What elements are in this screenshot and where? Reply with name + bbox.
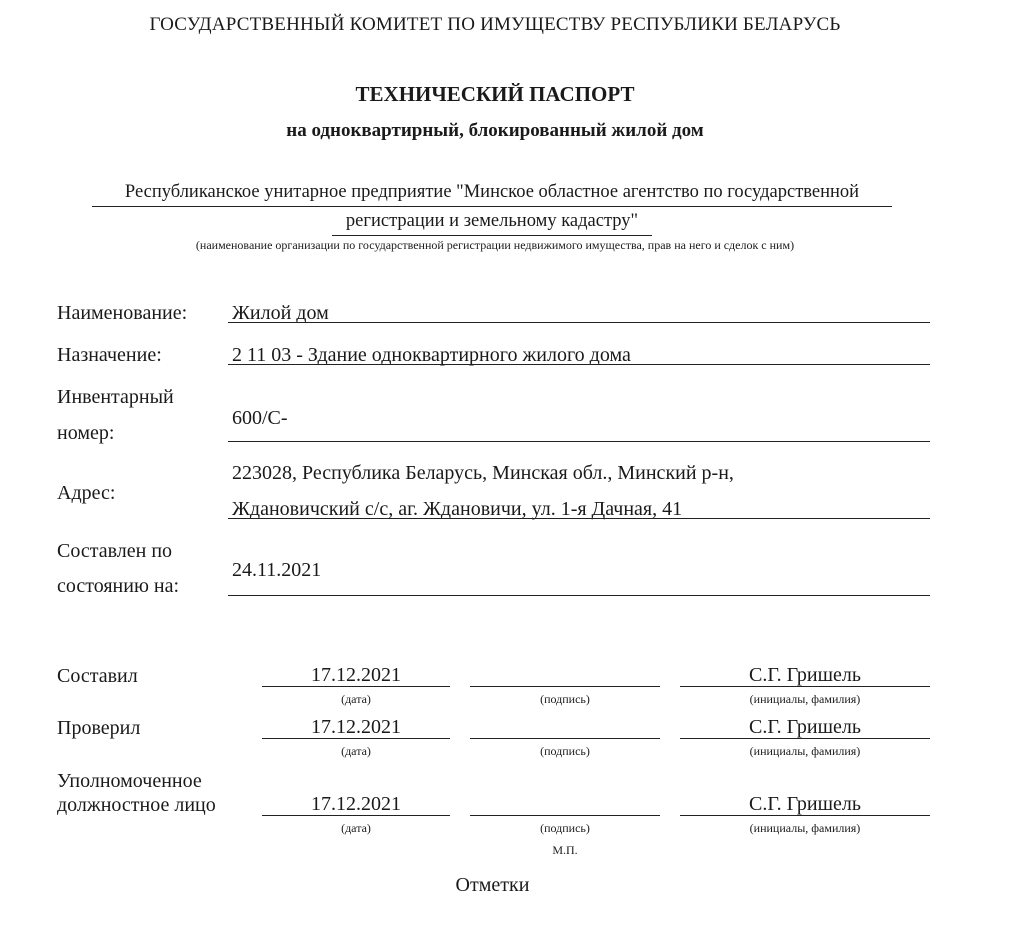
inventory-label-line-2: номер: [57,422,115,444]
authorized-official-name-line [680,815,930,816]
organization-line-1: Республиканское унитарное предприятие "Минское областное агентство по государственной [92,181,892,207]
compiled-by-signature-note: (подпись) [540,692,590,706]
compiled-by-date: 17.12.2021 [311,664,401,686]
authorized-official-signature-line [470,815,660,816]
checked-by-date: 17.12.2021 [311,716,401,738]
compiled-state-underline [228,595,930,596]
checked-by-date-note: (дата) [341,744,371,758]
compiled-by-name-line [680,686,930,687]
document-title: ТЕХНИЧЕСКИЙ ПАСПОРТ [355,82,635,106]
stamp-place: М.П. [552,843,578,857]
checked-by-name: С.Г. Гришель [748,716,862,738]
compiled-state-label-line-1: Составлен по [57,540,173,562]
compiled-by-name: С.Г. Гришель [748,664,862,686]
checked-by-signature-line [470,738,660,739]
purpose-underline [228,364,930,365]
address-line-1: 223028, Республика Беларусь, Минская обл., Минский р-н, [232,462,734,484]
authorized-official-label-line-2: должностное лицо [57,794,216,816]
authorized-official-signature-note: (подпись) [540,821,590,835]
name-value: Жилой дом [232,302,329,324]
address-line-2: Ждановичский с/с, аг. Ждановичи, ул. 1-я Дачная, 41 [232,498,683,520]
checked-by-name-note: (инициалы, фамилия) [749,744,861,758]
checked-by-label: Проверил [57,717,141,739]
authorized-official-date: 17.12.2021 [311,793,401,815]
address-label: Адрес: [57,482,116,504]
committee-heading: ГОСУДАРСТВЕННЫЙ КОМИТЕТ ПО ИМУЩЕСТВУ РЕСПУБЛИКИ БЕЛАРУСЬ [149,14,841,35]
compiled-by-date-note: (дата) [341,692,371,706]
purpose-value: 2 11 03 - Здание одноквартирного жилого дома [232,344,631,366]
compiled-state-label-line-2: состоянию на: [57,575,180,597]
compiled-state-value: 24.11.2021 [232,559,322,581]
compiled-by-date-line [262,686,450,687]
checked-by-signature-note: (подпись) [540,744,590,758]
address-underline [228,518,930,519]
inventory-value: 600/C- [232,407,288,429]
inventory-underline [228,441,930,442]
authorized-official-date-note: (дата) [341,821,371,835]
authorized-official-name: С.Г. Гришель [748,793,862,815]
checked-by-name-line [680,738,930,739]
name-label: Наименование: [57,302,188,324]
organization-note: (наименование организации по государственной регистрации недвижимого имущества, прав на него и сделок с ним) [195,238,795,252]
authorized-official-date-line [262,815,450,816]
checked-by-date-line [262,738,450,739]
compiled-by-label: Составил [57,665,138,687]
compiled-by-name-note: (инициалы, фамилия) [749,692,861,706]
marks-heading: Отметки [455,874,530,896]
authorized-official-name-note: (инициалы, фамилия) [749,821,861,835]
inventory-label-line-1: Инвентарный [57,386,174,408]
name-underline [228,322,930,323]
authorized-official-label-line-1: Уполномоченное [57,770,202,792]
organization-line-2: регистрации и земельному кадастру" [332,210,652,236]
compiled-by-signature-line [470,686,660,687]
purpose-label: Назначение: [57,344,162,366]
document-subtitle: на одноквартирный, блокированный жилой дом [286,120,704,141]
